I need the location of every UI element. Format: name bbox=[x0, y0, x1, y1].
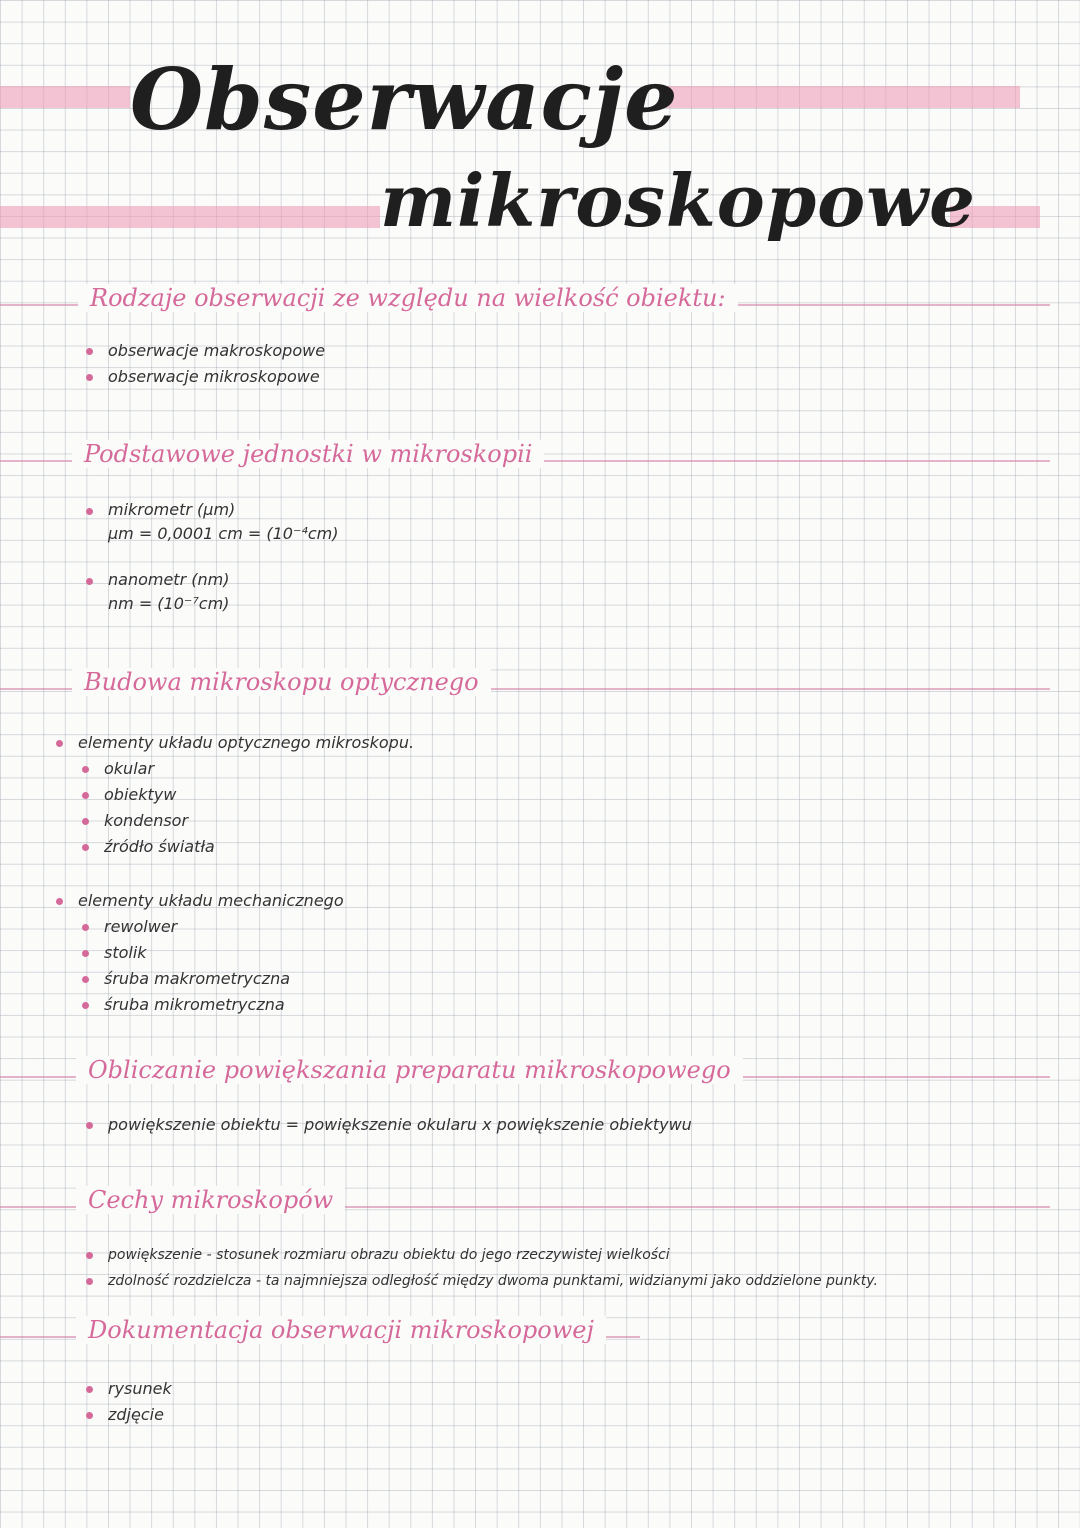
list-cechy bbox=[82, 1242, 1040, 1294]
list-jednostki bbox=[82, 498, 1080, 616]
list-item: stolik bbox=[78, 940, 1080, 966]
list-rodzaje bbox=[82, 338, 1080, 390]
list-item: obiektyw bbox=[78, 782, 1080, 808]
heading-row-obliczanie bbox=[0, 1056, 1080, 1096]
heading-cechy: Cechy mikroskopów bbox=[76, 1186, 345, 1214]
optical-group bbox=[52, 730, 1080, 860]
mechanical-group bbox=[52, 888, 1080, 1018]
heading-dokumentacja: Dokumentacja obserwacji mikroskopowej bbox=[76, 1316, 606, 1344]
title-highlight-left-2 bbox=[0, 206, 380, 228]
mechanical-label: elementy układu mechanicznego bbox=[52, 888, 1080, 914]
title-highlight-left bbox=[0, 86, 130, 108]
list-item: zdjęcie bbox=[82, 1402, 1080, 1428]
list-item: źródło światła bbox=[78, 834, 1080, 860]
section-cechy bbox=[0, 1186, 1080, 1294]
heading-row-cechy bbox=[0, 1186, 1080, 1226]
list-item-nanometer bbox=[82, 568, 1080, 616]
list-item: powiększenie - stosunek rozmiaru obrazu obiektu do jego rzeczywistej wielkości bbox=[82, 1242, 1040, 1268]
section-obliczanie bbox=[0, 1056, 1080, 1138]
page-title-line2: mikroskopowe bbox=[380, 158, 976, 243]
heading-row-dokumentacja bbox=[0, 1316, 1080, 1356]
list-item: śruba mikrometryczna bbox=[78, 992, 1080, 1018]
list-dokumentacja bbox=[82, 1376, 1080, 1428]
heading-row-budowa bbox=[0, 668, 1080, 708]
list-item: zdolność rozdzielcza - ta najmniejsza odległość między dwoma punktami, widzianymi jako oddzielone punkty. bbox=[82, 1268, 1040, 1294]
mechanical-list bbox=[78, 914, 1080, 1018]
list-item-micrometer bbox=[82, 498, 1080, 546]
heading-row-jednostki bbox=[0, 440, 1080, 480]
heading-row-rodzaje bbox=[0, 284, 1080, 324]
heading-rodzaje: Rodzaje obserwacji ze względu na wielkość obiektu: bbox=[78, 284, 738, 312]
heading-obliczanie: Obliczanie powiększania preparatu mikroskopowego bbox=[76, 1056, 743, 1084]
nanometer-formula: nm = (10⁻⁷cm) bbox=[108, 594, 230, 613]
list-item: rysunek bbox=[82, 1376, 1080, 1402]
section-dokumentacja bbox=[0, 1316, 1080, 1428]
heading-budowa: Budowa mikroskopu optycznego bbox=[72, 668, 491, 696]
section-jednostki bbox=[0, 440, 1080, 616]
micrometer-formula: μm = 0,0001 cm = (10⁻⁴cm) bbox=[108, 524, 339, 543]
optical-label: elementy układu optycznego mikroskopu. bbox=[52, 730, 1080, 756]
page-title-line1: Obserwacje bbox=[130, 50, 679, 149]
list-item: kondensor bbox=[78, 808, 1080, 834]
section-budowa bbox=[0, 668, 1080, 1018]
list-item: obserwacje makroskopowe bbox=[82, 338, 1080, 364]
optical-list bbox=[78, 756, 1080, 860]
formula-item: powiększenie obiektu = powiększenie okularu x powiększenie obiektywu bbox=[82, 1112, 1080, 1138]
list-item: okular bbox=[78, 756, 1080, 782]
micrometer-label: mikrometr (μm) bbox=[108, 500, 236, 519]
nanometer-label: nanometr (nm) bbox=[108, 570, 230, 589]
heading-jednostki: Podstawowe jednostki w mikroskopii bbox=[72, 440, 544, 468]
list-item: rewolwer bbox=[78, 914, 1080, 940]
title-highlight-right bbox=[660, 86, 1020, 108]
list-item: śruba makrometryczna bbox=[78, 966, 1080, 992]
list-obliczanie bbox=[82, 1112, 1080, 1138]
section-rodzaje bbox=[0, 284, 1080, 390]
list-item: obserwacje mikroskopowe bbox=[82, 364, 1080, 390]
